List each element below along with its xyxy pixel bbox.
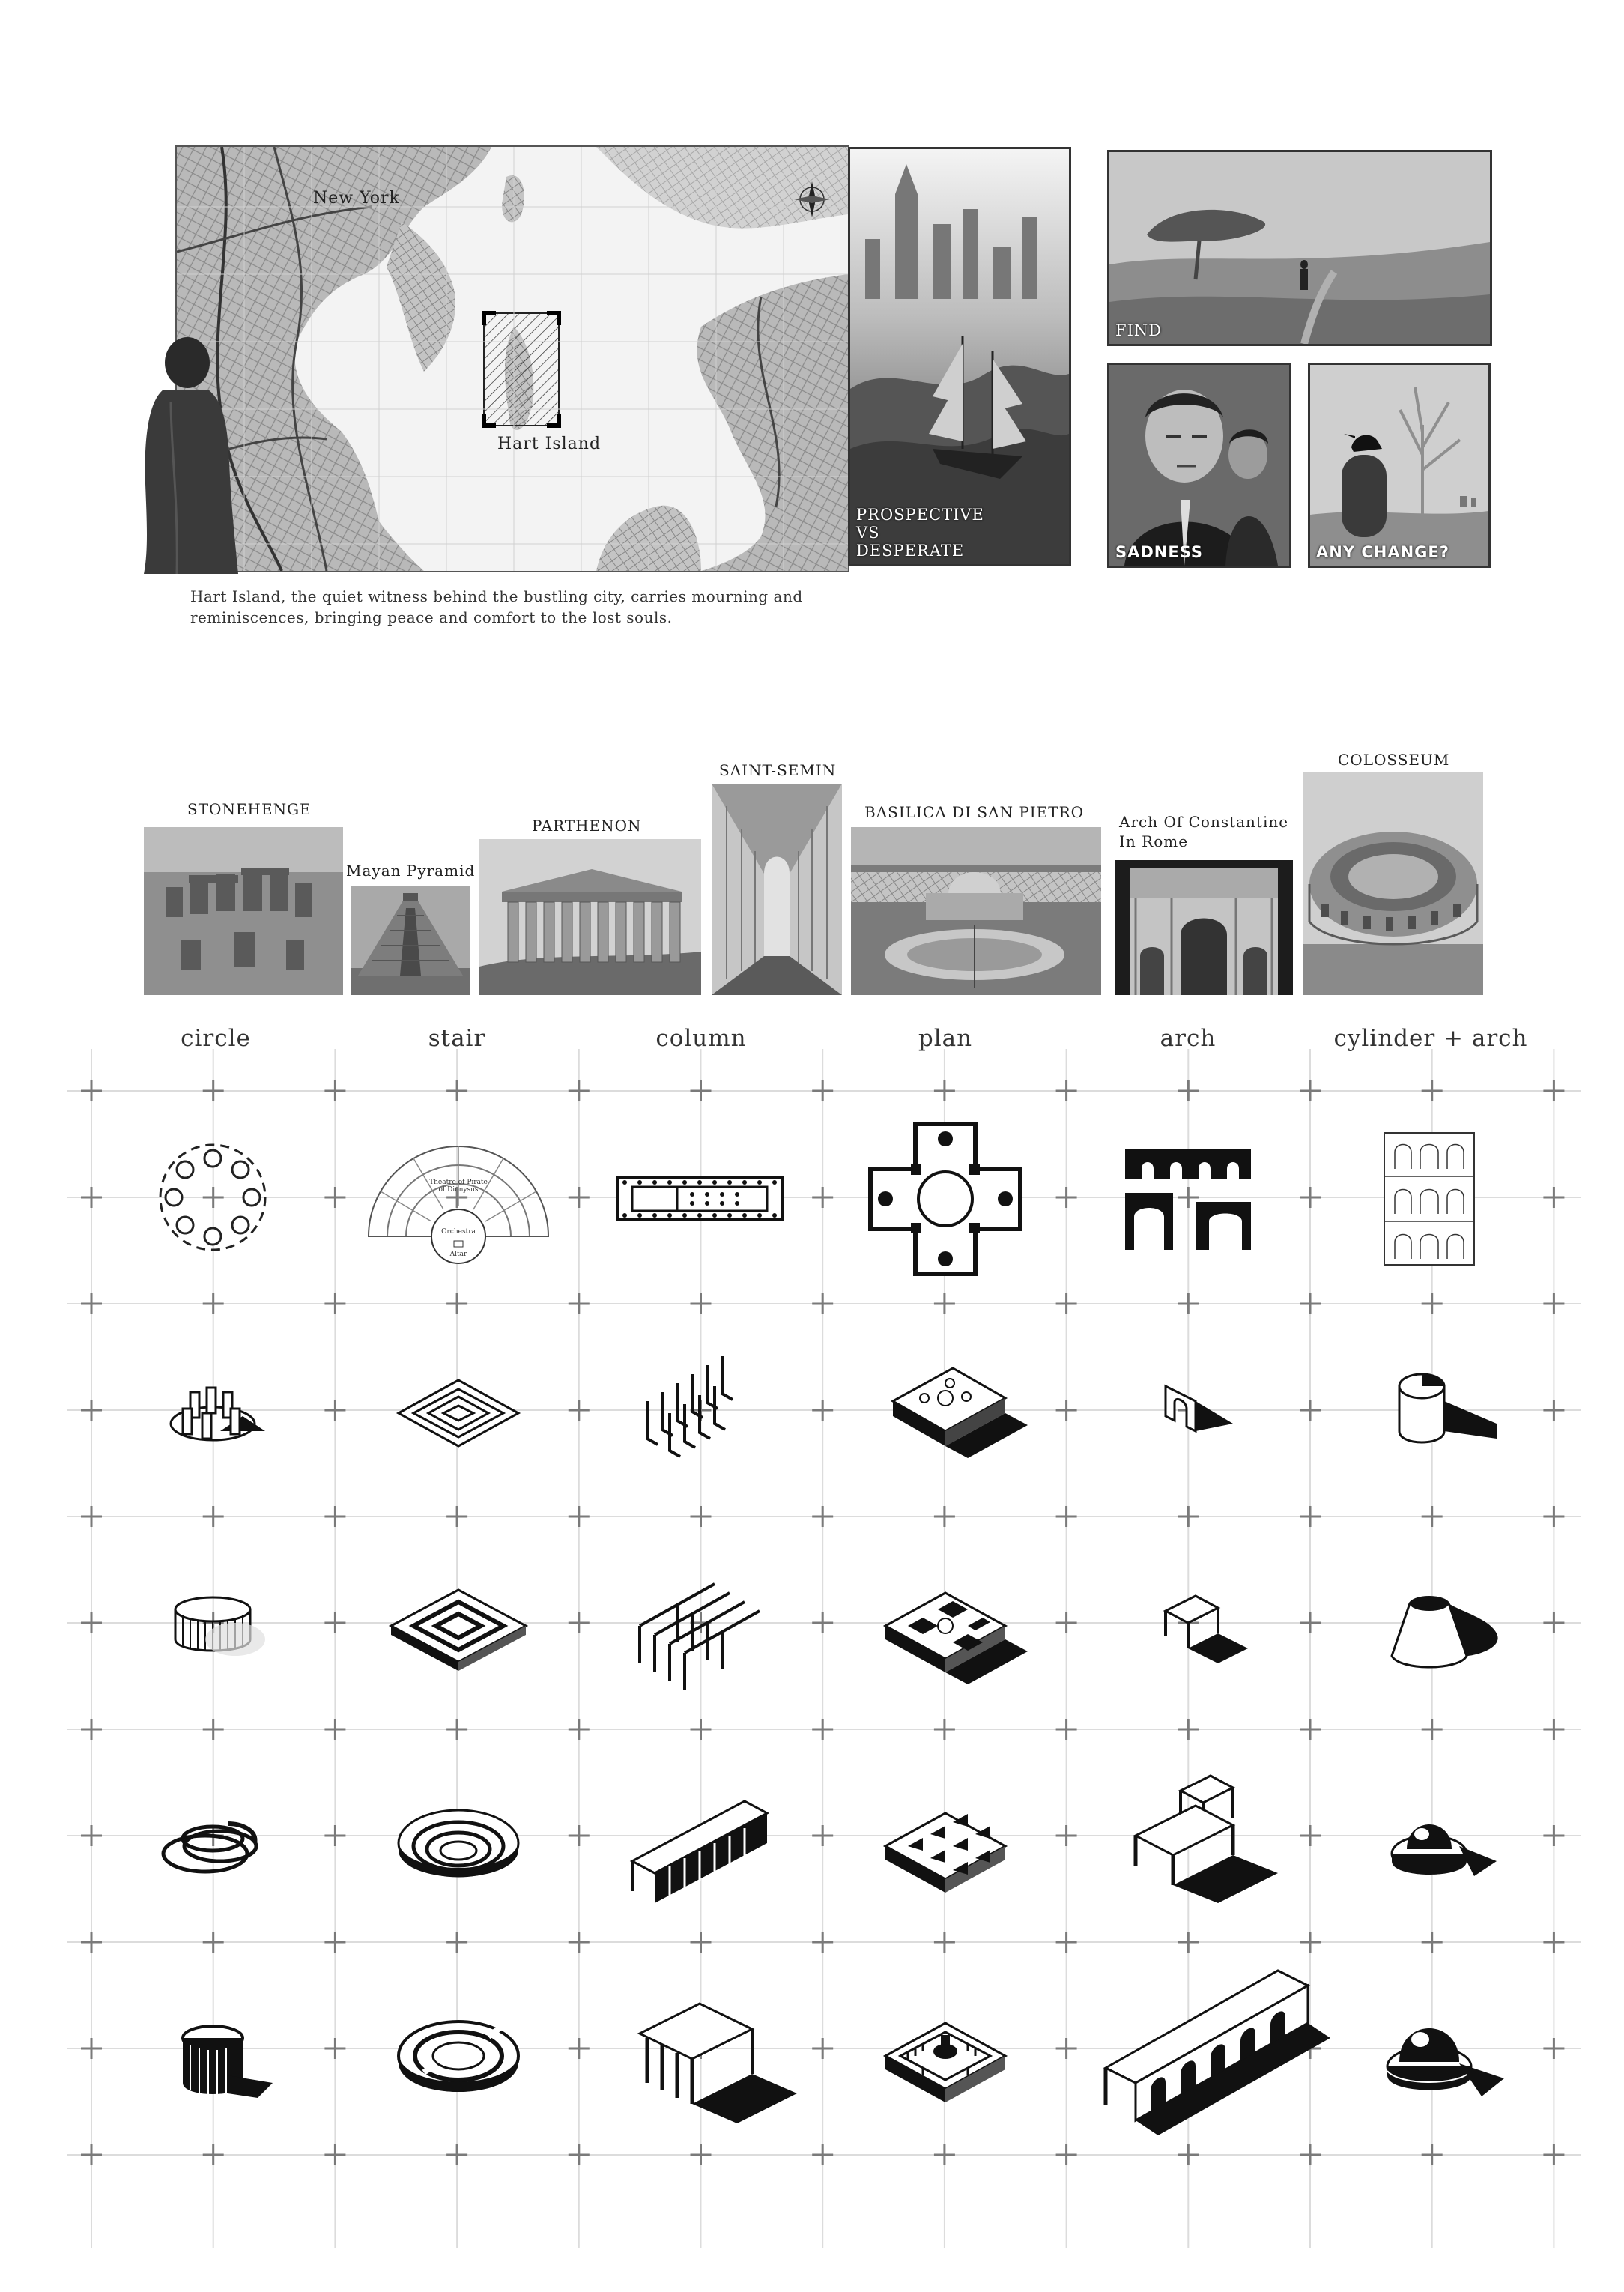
grid-cross-marker xyxy=(1178,1080,1199,1101)
arch-aqueduct-model xyxy=(1106,1971,1330,2135)
landmark-image-mayan-pyramid xyxy=(351,886,470,995)
grid-cross-marker xyxy=(1056,1187,1077,1208)
column-header-circle: circle xyxy=(181,1025,251,1052)
grid-cross-marker xyxy=(569,1612,590,1633)
grid-cross-marker xyxy=(324,1719,345,1740)
grid-cross-marker xyxy=(812,1506,833,1527)
photo-ship-label xyxy=(856,506,984,560)
grid-cross-marker xyxy=(446,2144,467,2165)
grid-cross-marker xyxy=(203,1506,224,1527)
column-portico-model xyxy=(640,2004,797,2123)
grid-cross-marker xyxy=(934,1932,955,1953)
grid-cross-marker xyxy=(569,2038,590,2059)
grid-cross-marker xyxy=(691,1719,712,1740)
typology-matrix xyxy=(0,1049,1624,2292)
grid-cross-marker xyxy=(324,1506,345,1527)
photo-crow-label: ANY CHANGE? xyxy=(1316,543,1449,561)
column-header-cylinder-arch: cylinder + arch xyxy=(1333,1025,1528,1052)
matrix-grid-lines xyxy=(67,1049,1581,2248)
grid-cross-marker xyxy=(1422,1932,1443,1953)
grid-cross-marker xyxy=(203,1932,224,1953)
landmark-title-saint-semin: SAINT-SEMIN xyxy=(719,761,837,779)
grid-cross-marker xyxy=(691,1506,712,1527)
grid-cross-marker xyxy=(812,1932,833,1953)
landmark-title-basilica: BASILICA DI SAN PIETRO xyxy=(864,803,1085,821)
grid-cross-marker xyxy=(324,1293,345,1314)
grid-cross-marker xyxy=(81,1187,102,1208)
grid-cross-marker xyxy=(1178,1293,1199,1314)
grid-cross-marker xyxy=(1300,1932,1321,1953)
column-grid-model xyxy=(647,1356,733,1457)
grid-cross-marker xyxy=(1422,2144,1443,2165)
grid-cross-marker xyxy=(324,2038,345,2059)
grid-cross-marker xyxy=(81,1080,102,1101)
grid-cross-marker xyxy=(1300,1400,1321,1421)
photo-fog-label: FIND xyxy=(1115,321,1163,339)
grid-cross-marker xyxy=(1422,1080,1443,1101)
grid-cross-marker xyxy=(324,1080,345,1101)
grid-cross-marker xyxy=(203,2144,224,2165)
plan-grid-model xyxy=(885,1593,1028,1684)
grid-cross-marker xyxy=(1543,1400,1564,1421)
grid-cross-marker xyxy=(81,1719,102,1740)
grid-cross-marker xyxy=(812,1612,833,1633)
grid-cross-marker xyxy=(934,1080,955,1101)
stair-ring-model xyxy=(399,2022,518,2092)
theatre-label-title: Theatre of Pirate xyxy=(429,1179,488,1186)
grid-cross-marker xyxy=(81,1932,102,1953)
landmark-image-parthenon xyxy=(479,839,701,995)
grid-cross-marker xyxy=(1300,1506,1321,1527)
photo-ship-label-line2: VS xyxy=(856,524,880,542)
grid-cross-marker xyxy=(1543,1506,1564,1527)
plan-block-model xyxy=(893,1368,1028,1458)
grid-cross-marker xyxy=(1300,1293,1321,1314)
photo-ship-label-line1: PROSPECTIVE xyxy=(856,506,984,524)
grid-cross-marker xyxy=(934,1506,955,1527)
theatre-label-subtitle: of Dionysus xyxy=(438,1186,479,1194)
grid-cross-marker xyxy=(1056,1400,1077,1421)
stair-pyramid-model xyxy=(391,1590,526,1671)
grid-cross-marker xyxy=(812,1719,833,1740)
arch-pavilion-model xyxy=(1166,1596,1248,1663)
grid-cross-marker xyxy=(569,2144,590,2165)
person-silhouette xyxy=(141,334,238,574)
grid-cross-marker xyxy=(81,2144,102,2165)
grid-cross-marker xyxy=(1543,2038,1564,2059)
column-colonnade-model xyxy=(632,1801,767,1903)
grid-cross-marker xyxy=(81,1825,102,1846)
grid-cross-marker xyxy=(446,1506,467,1527)
theatre-label-altar: Altar xyxy=(449,1251,467,1258)
landmark-image-saint-semin xyxy=(712,784,842,995)
grid-cross-marker xyxy=(81,1506,102,1527)
grid-cross-marker xyxy=(691,1932,712,1953)
grid-cross-marker xyxy=(569,1932,590,1953)
circle-columns-model xyxy=(171,1388,265,1440)
grid-cross-marker xyxy=(1543,1719,1564,1740)
column-header-plan: plan xyxy=(918,1025,973,1052)
grid-cross-marker xyxy=(934,1293,955,1314)
arch-stacked-model xyxy=(1136,1776,1278,1903)
grid-cross-marker xyxy=(1300,1825,1321,1846)
grid-cross-marker xyxy=(324,1932,345,1953)
dome-cylinder-model xyxy=(1392,1824,1497,1876)
grid-cross-marker xyxy=(812,1825,833,1846)
grid-cross-marker xyxy=(569,1400,590,1421)
theatre-label-orchestra: Orchestra xyxy=(441,1228,476,1236)
dome-complex-model xyxy=(1387,2028,1504,2096)
stair-square-model xyxy=(399,1380,518,1446)
landmark-title-mayan-pyramid: Mayan Pyramid xyxy=(346,862,476,880)
grid-cross-marker xyxy=(203,1187,224,1208)
photo-fog xyxy=(1107,150,1492,346)
grid-cross-marker xyxy=(1056,1825,1077,1846)
grid-cross-marker xyxy=(324,1187,345,1208)
grid-cross-marker xyxy=(934,1719,955,1740)
grid-cross-marker xyxy=(1056,2038,1077,2059)
grid-cross-marker xyxy=(1056,1612,1077,1633)
grid-cross-marker xyxy=(81,1400,102,1421)
grid-cross-marker xyxy=(81,1293,102,1314)
plan-detailed-model xyxy=(885,2023,1005,2102)
circle-rings-model xyxy=(163,1824,256,1872)
grid-cross-marker xyxy=(569,1187,590,1208)
map-label-hart-island: Hart Island xyxy=(497,435,602,453)
grid-cross-marker xyxy=(569,1293,590,1314)
stair-bowl-model xyxy=(399,1810,518,1877)
landmark-title-stonehenge: STONEHENGE xyxy=(187,800,312,818)
landmark-image-colosseum xyxy=(1303,772,1483,995)
grid-cross-marker xyxy=(1422,1719,1443,1740)
grid-cross-marker xyxy=(324,2144,345,2165)
landmark-title-arch-line2: In Rome xyxy=(1119,832,1189,850)
cross-church-plan-diagram xyxy=(870,1124,1020,1274)
grid-cross-marker xyxy=(569,1506,590,1527)
grid-cross-marker xyxy=(569,1825,590,1846)
grid-cross-marker xyxy=(1300,1080,1321,1101)
landmark-title-colosseum: COLOSSEUM xyxy=(1338,751,1450,769)
landmark-title-arch-line1: Arch Of Constantine xyxy=(1119,813,1289,831)
grid-cross-marker xyxy=(324,1825,345,1846)
single-arch-model xyxy=(1166,1386,1233,1431)
grid-cross-marker xyxy=(81,1612,102,1633)
landmark-title-parthenon: PARTHENON xyxy=(532,817,642,835)
temple-plan-diagram xyxy=(617,1178,782,1220)
grid-cross-marker xyxy=(203,1293,224,1314)
grid-cross-marker xyxy=(1543,1932,1564,1953)
landmark-image-arch-of-constantine xyxy=(1115,860,1293,995)
grid-cross-marker xyxy=(81,2038,102,2059)
grid-cross-marker xyxy=(691,2144,712,2165)
grid-cross-marker xyxy=(1300,1187,1321,1208)
grid-cross-marker xyxy=(446,1932,467,1953)
grid-cross-marker xyxy=(812,1080,833,1101)
grid-cross-marker xyxy=(1543,2144,1564,2165)
grid-cross-marker xyxy=(1300,1719,1321,1740)
grid-cross-marker xyxy=(1300,1612,1321,1633)
grid-cross-marker xyxy=(569,1719,590,1740)
grid-cross-marker xyxy=(812,1187,833,1208)
grid-cross-marker xyxy=(934,2144,955,2165)
plan-pyramid-grid-model xyxy=(885,1813,1005,1893)
photo-faces-label: SADNESS xyxy=(1115,543,1204,561)
grid-cross-marker xyxy=(1543,1187,1564,1208)
grid-cross-marker xyxy=(1178,2144,1199,2165)
grid-cross-marker xyxy=(203,1719,224,1740)
grid-cross-marker xyxy=(1056,1506,1077,1527)
grid-cross-marker xyxy=(1056,1293,1077,1314)
grid-cross-marker xyxy=(812,2038,833,2059)
column-header-column: column xyxy=(655,1025,747,1052)
landmark-image-stonehenge xyxy=(144,827,343,995)
photo-faces xyxy=(1107,363,1291,568)
colosseum-elevation-diagram xyxy=(1384,1133,1474,1265)
grid-cross-marker xyxy=(1543,1825,1564,1846)
cylinder-wall-model xyxy=(1399,1374,1497,1442)
column-frame-model xyxy=(640,1584,760,1690)
landmark-image-basilica xyxy=(851,827,1101,995)
column-header-stair: stair xyxy=(428,1025,486,1052)
circle-tower-model xyxy=(183,2026,273,2098)
grid-cross-marker xyxy=(1543,1612,1564,1633)
grid-cross-marker xyxy=(1056,1719,1077,1740)
grid-cross-marker xyxy=(1300,2144,1321,2165)
cone-model xyxy=(1392,1596,1498,1667)
grid-cross-marker xyxy=(1422,1506,1443,1527)
grid-cross-marker xyxy=(1543,1080,1564,1101)
grid-cross-marker xyxy=(691,1080,712,1101)
hart-island-map xyxy=(175,145,849,572)
photo-crow xyxy=(1308,363,1491,568)
column-header-arch: arch xyxy=(1160,1025,1217,1052)
map-caption: Hart Island, the quiet witness behind the bustling city, carries mourning and reminiscences, bringing peace and comfort to the lost souls. xyxy=(190,587,803,626)
grid-cross-marker xyxy=(1543,1293,1564,1314)
grid-cross-marker xyxy=(446,1080,467,1101)
grid-cross-marker xyxy=(691,1293,712,1314)
grid-cross-marker xyxy=(446,1719,467,1740)
grid-cross-marker xyxy=(812,1400,833,1421)
landmark-title-arch-of-constantine xyxy=(1119,812,1288,851)
grid-cross-marker xyxy=(203,1080,224,1101)
grid-cross-marker xyxy=(324,1612,345,1633)
grid-cross-marker xyxy=(1178,1506,1199,1527)
grid-cross-marker xyxy=(1056,1932,1077,1953)
circle-ring-wall-model xyxy=(175,1597,265,1656)
theatre-plan-diagram xyxy=(369,1146,548,1263)
grid-cross-marker xyxy=(569,1080,590,1101)
photo-ship-label-line3: DESPERATE xyxy=(856,542,965,560)
grid-cross-marker xyxy=(1178,1719,1199,1740)
grid-cross-marker xyxy=(324,1400,345,1421)
grid-cross-marker xyxy=(1178,1932,1199,1953)
grid-cross-marker xyxy=(1056,1080,1077,1101)
grid-cross-marker xyxy=(1422,1293,1443,1314)
grid-cross-marker xyxy=(446,1293,467,1314)
map-label-new-york: New York xyxy=(313,189,400,208)
grid-cross-marker xyxy=(812,1293,833,1314)
grid-cross-marker xyxy=(1056,2144,1077,2165)
photo-ship xyxy=(848,147,1071,566)
grid-cross-marker xyxy=(812,2144,833,2165)
